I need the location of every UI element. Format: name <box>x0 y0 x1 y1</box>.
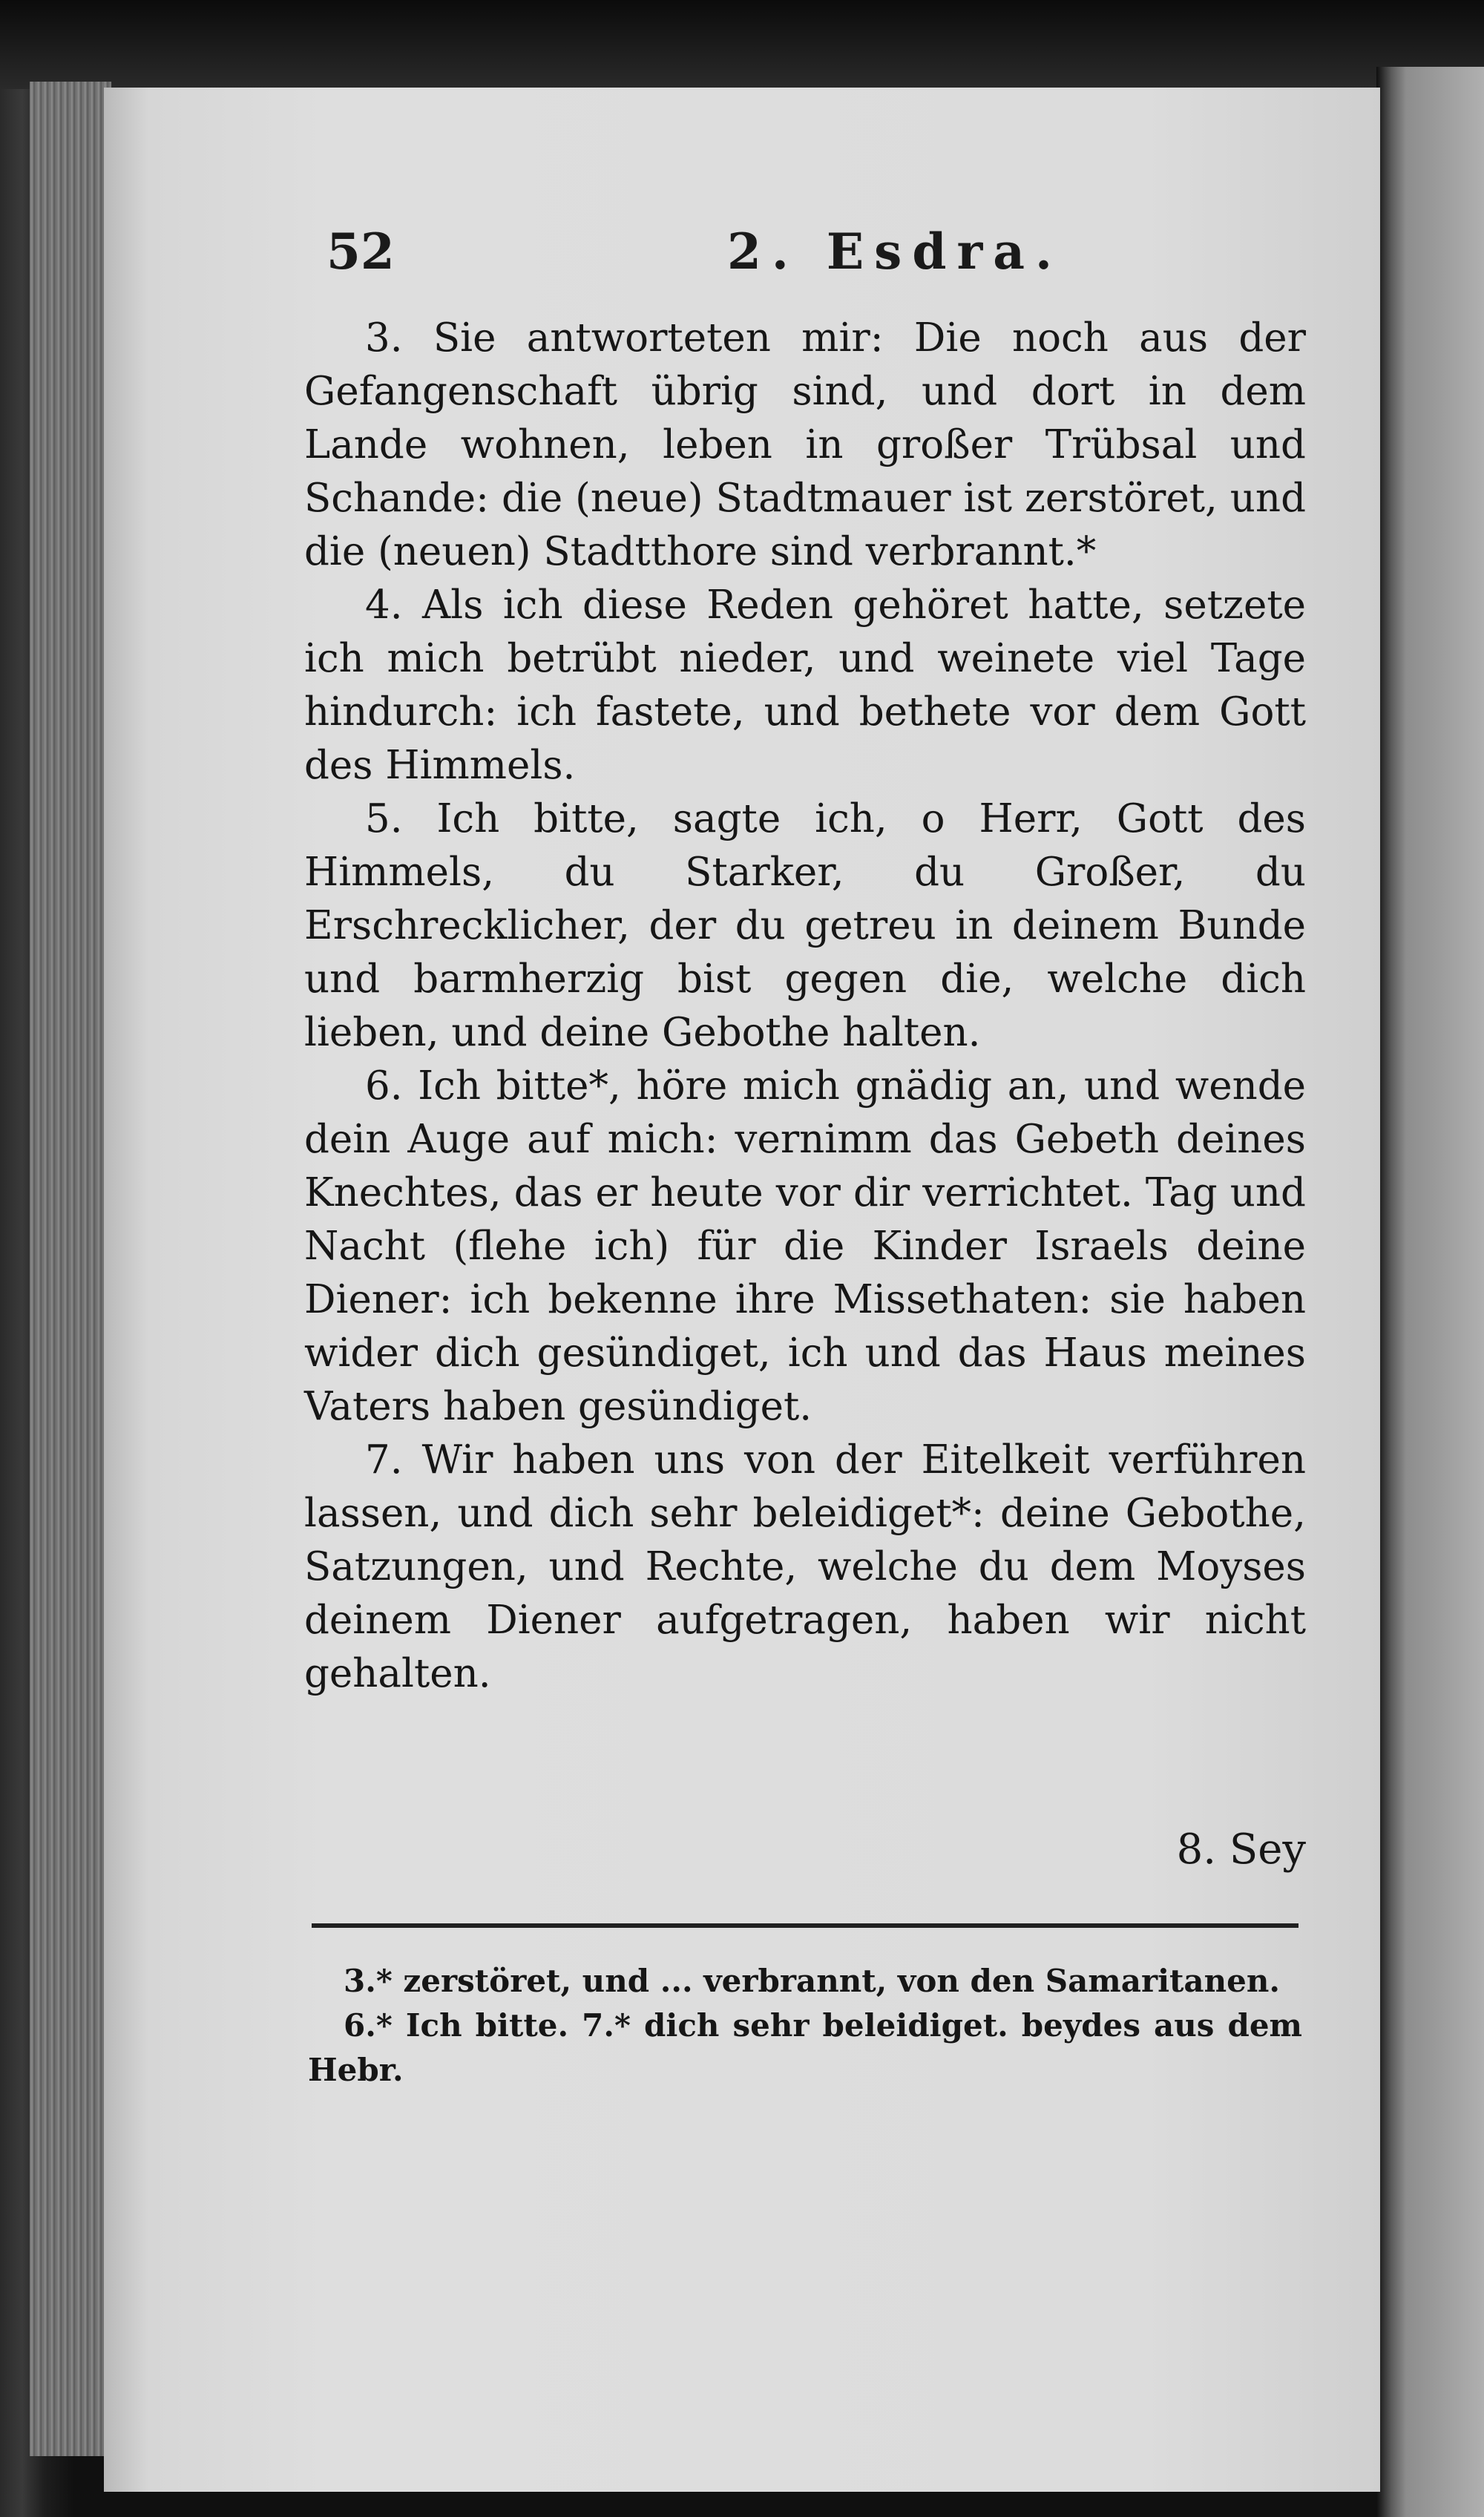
footnotes <box>308 1959 1302 2093</box>
catchword: 8. Sey <box>1176 1825 1306 1874</box>
footnote-3: 3.* zerstöret, und ... verbrannt, von den Samaritanen. <box>344 1963 1281 1999</box>
verse-7: 7. Wir haben uns von der Eitelkeit verführen lassen, und dich sehr beleidiget*: deine Gebothe, Satzungen, und Rechte, welche du dem Moyses deinem Diener aufgetragen, haben wir nicht gehalten. <box>304 1437 1306 1696</box>
running-head: 2. Esdra. <box>727 223 1063 280</box>
footnote-rule <box>312 1923 1298 1928</box>
book-page-edges <box>30 82 113 2456</box>
page-header <box>326 223 1306 280</box>
verse-5: 5. Ich bitte, sagte ich, o Herr, Gott des Himmels, du Starker, du Großer, du Erschrecklicher, der du getreu in deinem Bunde und barmherzig bist gegen die, welche dich lieben, und deine Gebothe halten. <box>304 796 1306 1055</box>
scan-top-shadow <box>0 0 1484 89</box>
verse-6: 6. Ich bitte*, höre mich gnädig an, und wende dein Auge auf mich: vernimm das Gebeth deines Knechtes, das er heute vor dir verrichtet. Tag und Nacht (flehe ich) für die Kinder Israels deine Diener: ich bekenne ihre Missethaten: sie haben wider dich gesündiget, ich und das Haus meines Vaters haben gesündiget. <box>304 1063 1306 1429</box>
facing-page-edge <box>1376 67 1484 2517</box>
verse-4: 4. Als ich diese Reden gehöret hatte, setzete ich mich betrübt nieder, und weinete viel Tage hindurch: ich fastete, und bethete vor dem Gott des Himmels. <box>304 583 1306 788</box>
main-text <box>304 312 1306 1701</box>
verse-3: 3. Sie antworteten mir: Die noch aus der Gefangenschaft übrig sind, und dort in dem Lande wohnen, leben in großer Trübsal und Schande: die (neue) Stadtmauer ist zerstöret, und die (neuen) Stadtthore sind verbrannt.* <box>304 315 1306 574</box>
page-number: 52 <box>326 223 395 280</box>
footnote-6-7: 6.* Ich bitte. 7.* dich sehr beleidiget. beydes aus dem Hebr. <box>308 2007 1302 2088</box>
